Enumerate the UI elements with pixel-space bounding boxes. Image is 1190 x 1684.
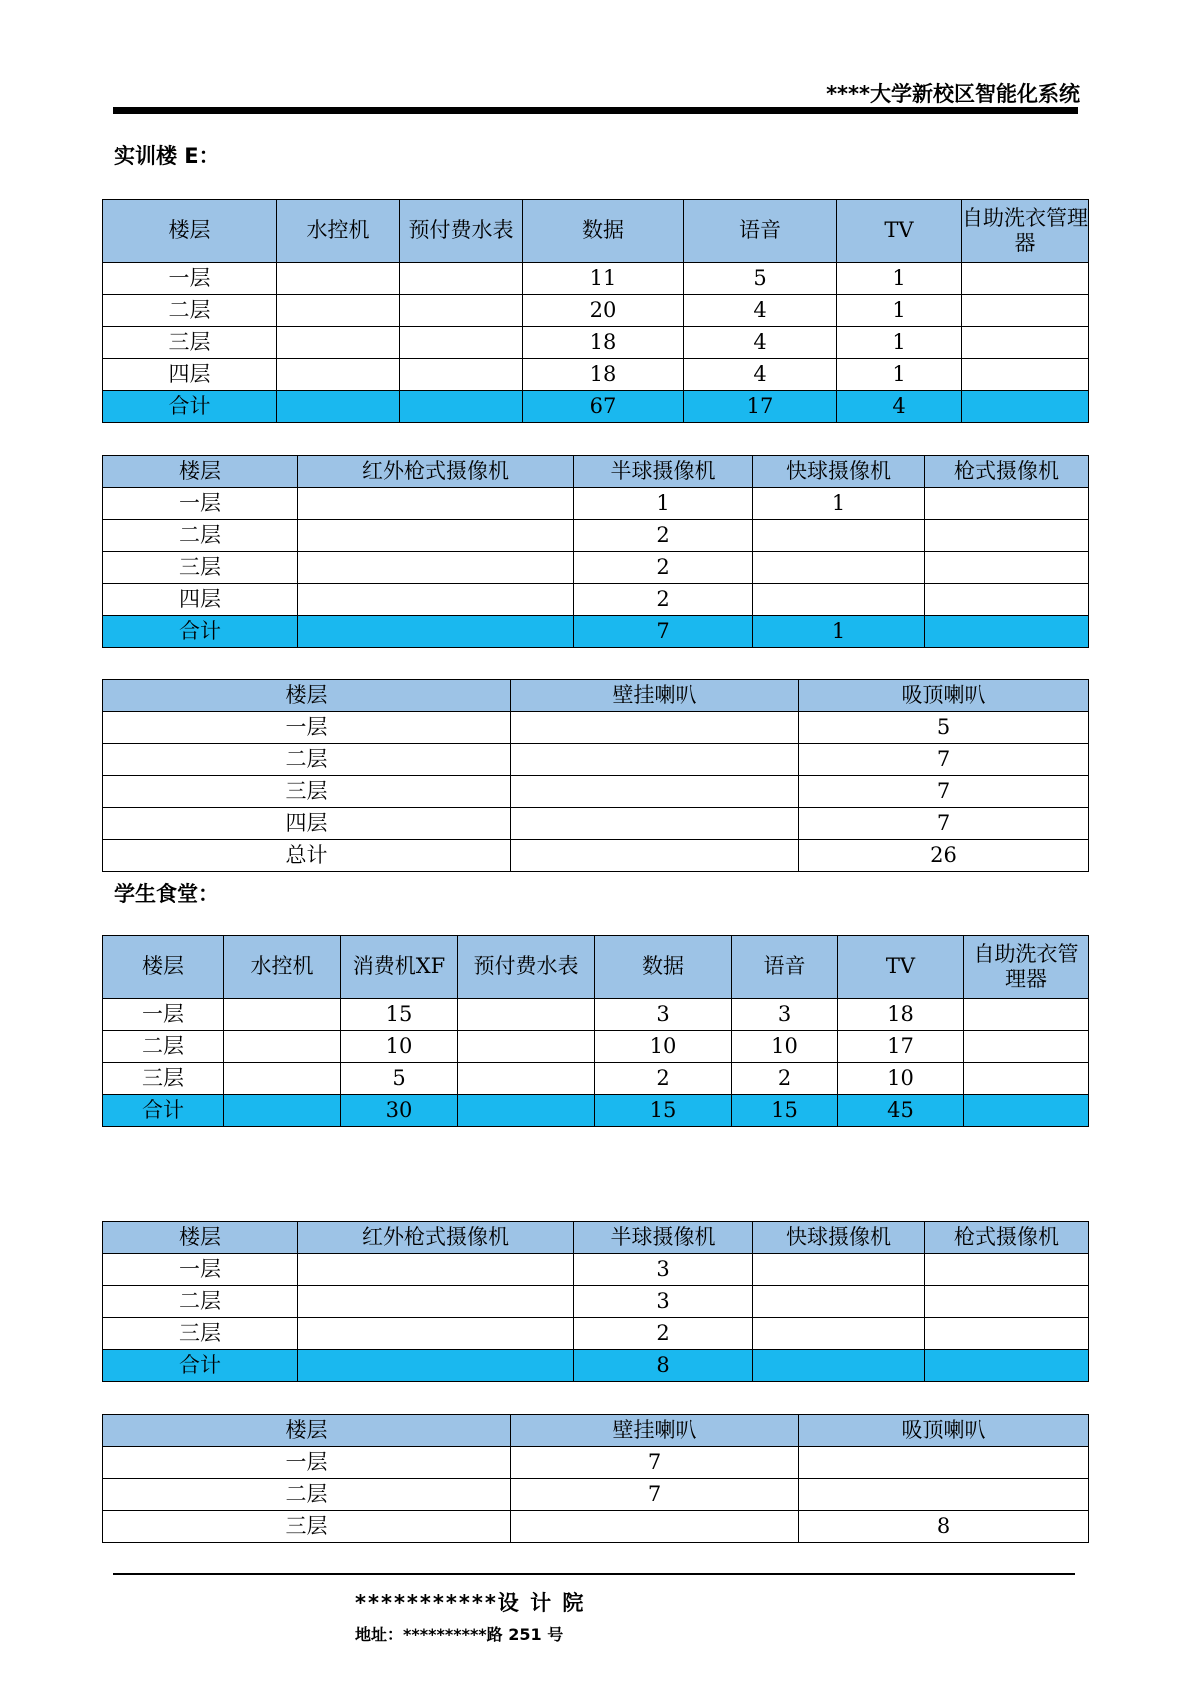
table-cell xyxy=(400,295,523,327)
table-cell: 一层 xyxy=(103,263,277,295)
table-row xyxy=(103,1063,1089,1095)
header-cell: 数据 xyxy=(523,200,684,263)
table-cell xyxy=(753,1350,925,1382)
header-cell: 吸顶喇叭 xyxy=(799,1415,1089,1447)
header-cell: 红外枪式摄像机 xyxy=(298,456,574,488)
table-header-row xyxy=(103,936,1089,999)
table-cell: 11 xyxy=(523,263,684,295)
table-cell: 合计 xyxy=(103,616,298,648)
table-row xyxy=(103,584,1089,616)
table-cell: 2 xyxy=(732,1063,838,1095)
table-cell: 一层 xyxy=(103,1254,298,1286)
table-cell xyxy=(964,1063,1089,1095)
table-cell xyxy=(400,359,523,391)
table-cell: 4 xyxy=(684,295,837,327)
table-cell: 1 xyxy=(753,616,925,648)
table-cell: 二层 xyxy=(103,744,511,776)
table-cell: 二层 xyxy=(103,1031,224,1063)
header-cell: 壁挂喇叭 xyxy=(511,680,799,712)
table-cell xyxy=(511,1511,799,1543)
table-cell xyxy=(298,1254,574,1286)
table-cell xyxy=(277,327,400,359)
table-row xyxy=(103,488,1089,520)
table-total-row xyxy=(103,616,1089,648)
table-cell: 一层 xyxy=(103,999,224,1031)
table-cell: 5 xyxy=(684,263,837,295)
header-cell: 楼层 xyxy=(103,680,511,712)
table-cell: 四层 xyxy=(103,584,298,616)
table-cell: 10 xyxy=(595,1031,732,1063)
header-cell: 楼层 xyxy=(103,456,298,488)
table-cell: 1 xyxy=(753,488,925,520)
table-cell xyxy=(511,744,799,776)
table-row xyxy=(103,712,1089,744)
table-cell: 3 xyxy=(732,999,838,1031)
table-speakers-e xyxy=(102,679,1089,872)
table-cell: 二层 xyxy=(103,1479,511,1511)
table-cell: 一层 xyxy=(103,488,298,520)
table-cell xyxy=(753,1254,925,1286)
header-cell: 自助洗衣管理器 xyxy=(962,200,1089,263)
table-cell: 5 xyxy=(341,1063,458,1095)
table-row xyxy=(103,1286,1089,1318)
header-cell: 半球摄像机 xyxy=(574,456,753,488)
table-row xyxy=(103,999,1089,1031)
table-cell: 三层 xyxy=(103,1063,224,1095)
table-cell: 合计 xyxy=(103,391,277,423)
table-cell: 二层 xyxy=(103,1286,298,1318)
table-cell xyxy=(964,1095,1089,1127)
header-cell: 枪式摄像机 xyxy=(925,456,1089,488)
header-cell: 楼层 xyxy=(103,1222,298,1254)
table-header-row xyxy=(103,200,1089,263)
header-cell: 快球摄像机 xyxy=(753,456,925,488)
table-cell: 17 xyxy=(684,391,837,423)
table-cell: 7 xyxy=(799,744,1089,776)
table-cell xyxy=(298,584,574,616)
table-cell xyxy=(925,616,1089,648)
header-title: ****大学新校区智能化系统 xyxy=(826,82,1080,106)
table-cell: 17 xyxy=(838,1031,964,1063)
table-cell xyxy=(925,552,1089,584)
table-header-row xyxy=(103,1222,1089,1254)
table-header-row xyxy=(103,680,1089,712)
table-cell: 7 xyxy=(799,808,1089,840)
table-cell: 3 xyxy=(595,999,732,1031)
table-cell: 三层 xyxy=(103,776,511,808)
table-cell xyxy=(799,1447,1089,1479)
table-cell: 4 xyxy=(684,327,837,359)
table-cell: 二层 xyxy=(103,520,298,552)
table-cell: 1 xyxy=(837,295,962,327)
table-cell: 18 xyxy=(523,327,684,359)
table-cell: 2 xyxy=(574,1318,753,1350)
header-cell: 楼层 xyxy=(103,1415,511,1447)
footer-address: 地址：**********路 251 号 xyxy=(355,1625,564,1644)
header-cell: 半球摄像机 xyxy=(574,1222,753,1254)
header-cell: 数据 xyxy=(595,936,732,999)
table-cell: 7 xyxy=(799,776,1089,808)
table-cell xyxy=(962,391,1089,423)
table-cell: 三层 xyxy=(103,1318,298,1350)
table-cell xyxy=(511,808,799,840)
table-total-row xyxy=(103,1350,1089,1382)
table-cell xyxy=(925,584,1089,616)
table-cell: 10 xyxy=(838,1063,964,1095)
table-cell: 1 xyxy=(837,327,962,359)
table-cell: 2 xyxy=(574,520,753,552)
table-row xyxy=(103,1318,1089,1350)
table-cell xyxy=(753,552,925,584)
table-cell xyxy=(511,712,799,744)
table-row xyxy=(103,327,1089,359)
table-cell: 15 xyxy=(595,1095,732,1127)
table-row xyxy=(103,1254,1089,1286)
section-title-training-building: 实训楼 E： xyxy=(114,144,220,168)
header-cell: 水控机 xyxy=(277,200,400,263)
header-cell: 语音 xyxy=(684,200,837,263)
table-total-row xyxy=(103,1095,1089,1127)
table-cell: 8 xyxy=(574,1350,753,1382)
table-cell: 10 xyxy=(341,1031,458,1063)
table-cell xyxy=(925,1286,1089,1318)
table-cell: 四层 xyxy=(103,808,511,840)
table-cell xyxy=(400,263,523,295)
table-cell: 3 xyxy=(574,1286,753,1318)
header-cell: 壁挂喇叭 xyxy=(511,1415,799,1447)
table-cameras-canteen xyxy=(102,1221,1089,1382)
table-row xyxy=(103,776,1089,808)
table-row xyxy=(103,840,1089,872)
table-cell xyxy=(925,1254,1089,1286)
table-row xyxy=(103,359,1089,391)
table-cell: 3 xyxy=(574,1254,753,1286)
table-cell: 2 xyxy=(595,1063,732,1095)
table-cell xyxy=(511,776,799,808)
table-cell: 45 xyxy=(838,1095,964,1127)
table-cell: 2 xyxy=(574,584,753,616)
table-cell xyxy=(277,263,400,295)
table-cell xyxy=(962,359,1089,391)
header-cell: 楼层 xyxy=(103,200,277,263)
header-cell: 预付费水表 xyxy=(458,936,595,999)
table-cell xyxy=(925,1318,1089,1350)
table-cell: 一层 xyxy=(103,712,511,744)
table-cell xyxy=(753,1286,925,1318)
table-cell: 三层 xyxy=(103,327,277,359)
table-cell: 合计 xyxy=(103,1095,224,1127)
table-cell: 三层 xyxy=(103,1511,511,1543)
table-cell xyxy=(925,488,1089,520)
table-cell: 15 xyxy=(341,999,458,1031)
table-cell: 三层 xyxy=(103,552,298,584)
table-cell: 4 xyxy=(837,391,962,423)
table-cell xyxy=(753,520,925,552)
table-cell: 二层 xyxy=(103,295,277,327)
table-cell xyxy=(224,1063,341,1095)
table-network-tv-e xyxy=(102,199,1089,423)
table-total-row xyxy=(103,391,1089,423)
table-cell: 1 xyxy=(837,359,962,391)
table-cell xyxy=(224,999,341,1031)
table-cell: 18 xyxy=(838,999,964,1031)
table-row xyxy=(103,1447,1089,1479)
table-cell: 总计 xyxy=(103,840,511,872)
table-cell: 5 xyxy=(799,712,1089,744)
table-cell xyxy=(511,840,799,872)
table-cell: 8 xyxy=(799,1511,1089,1543)
table-row xyxy=(103,263,1089,295)
table-cell xyxy=(964,999,1089,1031)
table-cell: 30 xyxy=(341,1095,458,1127)
table-cell: 15 xyxy=(732,1095,838,1127)
header-cell: TV xyxy=(837,200,962,263)
table-row xyxy=(103,744,1089,776)
table-cell xyxy=(458,1063,595,1095)
header-cell: 消费机XF xyxy=(341,936,458,999)
table-cell: 1 xyxy=(837,263,962,295)
table-cell: 18 xyxy=(523,359,684,391)
table-cell xyxy=(400,391,523,423)
table-cell: 7 xyxy=(511,1479,799,1511)
header-cell: 水控机 xyxy=(224,936,341,999)
table-cell xyxy=(298,1350,574,1382)
table-cell xyxy=(298,520,574,552)
header-cell: 红外枪式摄像机 xyxy=(298,1222,574,1254)
header-cell: TV xyxy=(838,936,964,999)
table-cell xyxy=(753,1318,925,1350)
header-rule xyxy=(113,107,1078,114)
table-cell xyxy=(298,488,574,520)
table-cell xyxy=(224,1031,341,1063)
table-cell: 7 xyxy=(574,616,753,648)
table-cell xyxy=(962,327,1089,359)
table-cell xyxy=(962,295,1089,327)
table-cell: 4 xyxy=(684,359,837,391)
table-cell xyxy=(458,1095,595,1127)
table-cell: 20 xyxy=(523,295,684,327)
table-cell xyxy=(298,616,574,648)
table-cell xyxy=(925,1350,1089,1382)
table-row xyxy=(103,808,1089,840)
table-row xyxy=(103,1479,1089,1511)
table-row xyxy=(103,520,1089,552)
table-cell xyxy=(458,999,595,1031)
header-cell: 预付费水表 xyxy=(400,200,523,263)
table-cell xyxy=(753,584,925,616)
header-cell: 语音 xyxy=(732,936,838,999)
table-cell: 1 xyxy=(574,488,753,520)
table-cell xyxy=(962,263,1089,295)
table-cell xyxy=(298,1318,574,1350)
table-cell xyxy=(298,552,574,584)
footer-rule xyxy=(113,1573,1075,1575)
table-cell: 10 xyxy=(732,1031,838,1063)
table-cell: 67 xyxy=(523,391,684,423)
footer-organization: ***********设 计 院 xyxy=(355,1591,586,1615)
table-cell xyxy=(400,327,523,359)
header-cell: 吸顶喇叭 xyxy=(799,680,1089,712)
table-row xyxy=(103,1511,1089,1543)
table-cell xyxy=(277,359,400,391)
header-cell: 快球摄像机 xyxy=(753,1222,925,1254)
table-row xyxy=(103,552,1089,584)
table-cell: 2 xyxy=(574,552,753,584)
table-speakers-canteen xyxy=(102,1414,1089,1543)
table-row xyxy=(103,1031,1089,1063)
table-cell: 一层 xyxy=(103,1447,511,1479)
table-cell: 合计 xyxy=(103,1350,298,1382)
table-cell xyxy=(964,1031,1089,1063)
table-header-row xyxy=(103,1415,1089,1447)
table-cameras-e xyxy=(102,455,1089,648)
table-cell xyxy=(925,520,1089,552)
section-title-canteen: 学生食堂： xyxy=(114,882,219,906)
table-row xyxy=(103,295,1089,327)
table-cell: 四层 xyxy=(103,359,277,391)
table-cell xyxy=(458,1031,595,1063)
header-cell: 枪式摄像机 xyxy=(925,1222,1089,1254)
table-cell: 7 xyxy=(511,1447,799,1479)
table-network-tv-canteen xyxy=(102,935,1089,1127)
table-cell xyxy=(799,1479,1089,1511)
table-cell: 26 xyxy=(799,840,1089,872)
table-cell xyxy=(224,1095,341,1127)
header-cell: 自助洗衣管理器 xyxy=(964,936,1089,999)
table-cell xyxy=(298,1286,574,1318)
table-cell xyxy=(277,295,400,327)
table-header-row xyxy=(103,456,1089,488)
header-cell: 楼层 xyxy=(103,936,224,999)
table-cell xyxy=(277,391,400,423)
